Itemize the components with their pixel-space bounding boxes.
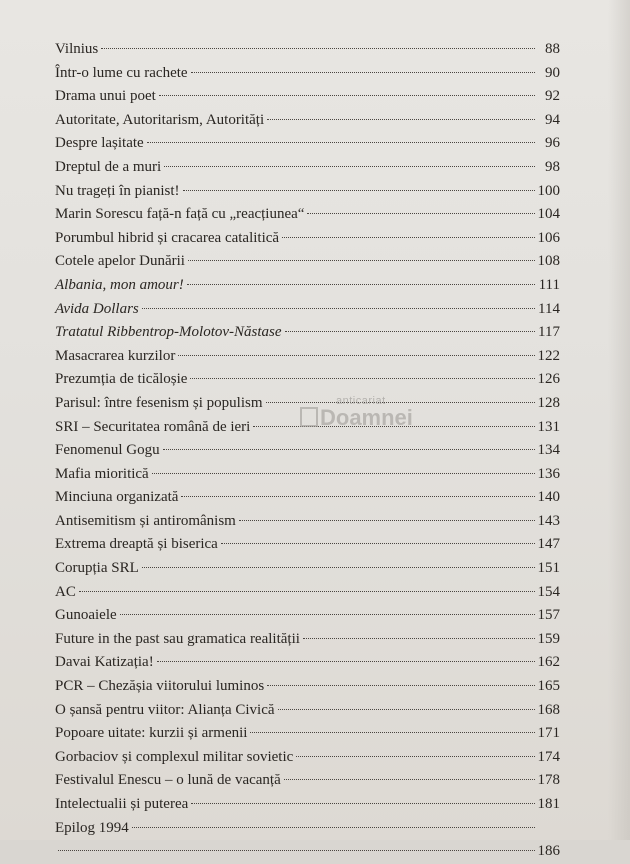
toc-dot-leader [284,779,535,780]
toc-entry-title: Drama unui poet [55,88,156,105]
toc-entry-page: 143 [537,512,560,529]
toc-entry-title: Vilnius [55,41,99,57]
toc-entry-page: 147 [537,536,560,553]
toc-entry-title: Popoare uitate: kurzii și armenii [55,725,248,742]
toc-entry [55,817,560,841]
toc-entry [55,581,560,605]
toc-entry [55,203,560,227]
toc-entry-page: 154 [537,583,560,600]
toc-entry-page: 126 [537,371,560,388]
toc-entry [55,793,560,817]
toc-entry-title: Davai Katizația! [55,654,154,671]
toc-dot-leader [285,331,535,332]
toc-entry-page: 186 [537,843,560,860]
toc-entry-page: 140 [537,489,560,506]
toc-entry [55,392,560,416]
toc-dot-leader [147,142,535,143]
toc-entry-title: Tratatul Ribbentrop-Molotov-Năstase [55,324,282,341]
toc-entry [55,321,560,345]
toc-dot-leader [278,709,535,710]
toc-entry-title: Prezumția de ticăloșie [55,371,188,388]
toc-entry [55,604,560,628]
toc-entry [55,38,560,62]
toc-entry [55,62,560,86]
toc-entry-page: 98 [545,158,560,175]
toc-entry-title: Despre lașitate [55,135,144,152]
table-of-contents [55,38,560,864]
toc-entry [55,651,560,675]
toc-dot-leader [159,95,535,96]
toc-entry [55,274,560,298]
toc-entry-page: 157 [537,607,560,624]
toc-dot-leader [303,638,535,639]
toc-entry-page: 151 [537,560,560,577]
toc-entry-title: Gunoaiele [55,607,117,624]
toc-entry-title: Avida Dollars [55,300,139,317]
toc-entry-title: O șansă pentru viitor: Alianța Civică [55,701,275,718]
toc-entry-page: 136 [537,465,560,482]
toc-entry-page: 117 [538,324,560,341]
toc-entry-title: Nu trageți în pianist! [55,182,180,199]
toc-entry-page: 88 [545,41,560,57]
toc-entry-page: 178 [537,772,560,789]
toc-entry [55,180,560,204]
toc-entry-page: 181 [537,796,560,812]
toc-entry-title: Intelectualii și puterea [55,796,189,812]
toc-dot-leader [132,827,535,828]
toc-entry [55,250,560,274]
toc-entry [55,156,560,180]
toc-dot-leader [181,496,534,497]
toc-entry-title: SRI – Securitatea română de ieri [55,418,251,435]
toc-entry-title: Albania, mon amour! [55,276,184,293]
toc-entry-page: 171 [537,725,560,742]
toc-entry-page: 94 [545,111,560,128]
toc-entry-title: Festivalul Enescu – o lună de vacanță [55,772,281,789]
toc-dot-leader [191,803,534,804]
toc-entry [55,746,560,770]
toc-entry-page: 96 [545,135,560,152]
toc-entry [55,840,560,864]
toc-entry-page: 100 [537,182,560,199]
toc-entry-title: Minciuna organizată [55,489,179,506]
toc-dot-leader [152,473,535,474]
toc-dot-leader [163,449,535,450]
toc-entry [55,463,560,487]
toc-dot-leader [58,850,535,851]
toc-entry-page: 162 [537,654,560,671]
watermark-top-text: anticariat [336,395,386,407]
toc-entry-title: Fenomenul Gogu [55,442,160,459]
toc-entry-page: 106 [537,229,560,246]
toc-entry [55,227,560,251]
toc-dot-leader [79,591,535,592]
toc-entry-title: AC [55,583,76,600]
toc-entry-page: 165 [537,678,560,695]
toc-dot-leader [267,685,534,686]
toc-entry-page: 168 [537,701,560,718]
toc-entry [55,769,560,793]
toc-dot-leader [187,284,535,285]
toc-entry-page: 174 [537,748,560,765]
toc-entry-title: Epilog 1994 [55,819,129,836]
toc-entry-title: Autoritate, Autoritarism, Autorități [55,111,265,128]
toc-entry-page: 134 [537,442,560,459]
toc-entry-title: Porumbul hibrid și cracarea catalitică [55,229,280,246]
toc-dot-leader [191,72,535,73]
toc-dot-leader [142,567,535,568]
toc-entry-page: 122 [537,347,560,364]
toc-dot-leader [142,308,535,309]
toc-entry-title: Corupția SRL [55,560,139,577]
watermark-main-text: Doamnei [320,405,413,430]
toc-entry-title: Dreptul de a muri [55,158,162,175]
toc-entry-page: 128 [537,394,560,411]
toc-entry-title: Masacrarea kurzilor [55,347,176,364]
toc-entry [55,368,560,392]
toc-entry-title: Mafia mioritică [55,465,149,482]
toc-entry-page: 131 [537,418,560,435]
toc-dot-leader [157,661,535,662]
toc-entry [55,510,560,534]
toc-entry [55,85,560,109]
toc-entry-page: 108 [537,253,560,270]
toc-dot-leader [267,119,535,120]
toc-entry-title: Într-o lume cu rachete [55,64,188,81]
toc-entry [55,416,560,440]
toc-entry-title: Gorbaciov și complexul militar sovietic [55,748,294,765]
toc-entry-title: Future in the past sau gramatica realității [55,630,300,647]
toc-entry [55,557,560,581]
toc-dot-leader [164,166,535,167]
toc-dot-leader [282,237,534,238]
toc-entry [55,675,560,699]
toc-dot-leader [239,520,535,521]
toc-dot-leader [296,756,534,757]
toc-entry-page: 114 [538,300,560,317]
toc-entry [55,439,560,463]
toc-dot-leader [221,543,535,544]
toc-dot-leader [266,402,535,403]
toc-entry [55,699,560,723]
toc-entry [55,345,560,369]
toc-dot-leader [250,732,534,733]
toc-entry-page: 90 [545,64,560,81]
toc-dot-leader [101,48,535,49]
toc-dot-leader [188,260,535,261]
toc-entry-title: Antisemitism și antiromânism [55,512,236,529]
toc-entry [55,628,560,652]
toc-entry-page: 104 [537,206,560,223]
toc-dot-leader [307,213,534,214]
toc-entry [55,533,560,557]
toc-dot-leader [190,378,534,379]
toc-entry-page: 111 [538,276,560,293]
toc-dot-leader [120,614,535,615]
toc-entry-page: 159 [537,630,560,647]
toc-entry-title: Marin Sorescu față-n față cu „reacțiunea“ [55,206,305,223]
toc-entry [55,298,560,322]
toc-dot-leader [183,190,535,191]
toc-entry-title: Cotele apelor Dunării [55,253,185,270]
toc-entry-title: PCR – Chezășia viitorului luminos [55,678,265,695]
toc-entry-title: Parisul: între fesenism și populism [55,394,263,411]
toc-dot-leader [178,355,534,356]
toc-entry [55,486,560,510]
toc-entry-title: Extrema dreaptă și biserica [55,536,218,553]
toc-entry [55,132,560,156]
toc-entry [55,722,560,746]
toc-entry [55,109,560,133]
toc-dot-leader [253,426,534,427]
toc-entry-page: 92 [545,88,560,105]
